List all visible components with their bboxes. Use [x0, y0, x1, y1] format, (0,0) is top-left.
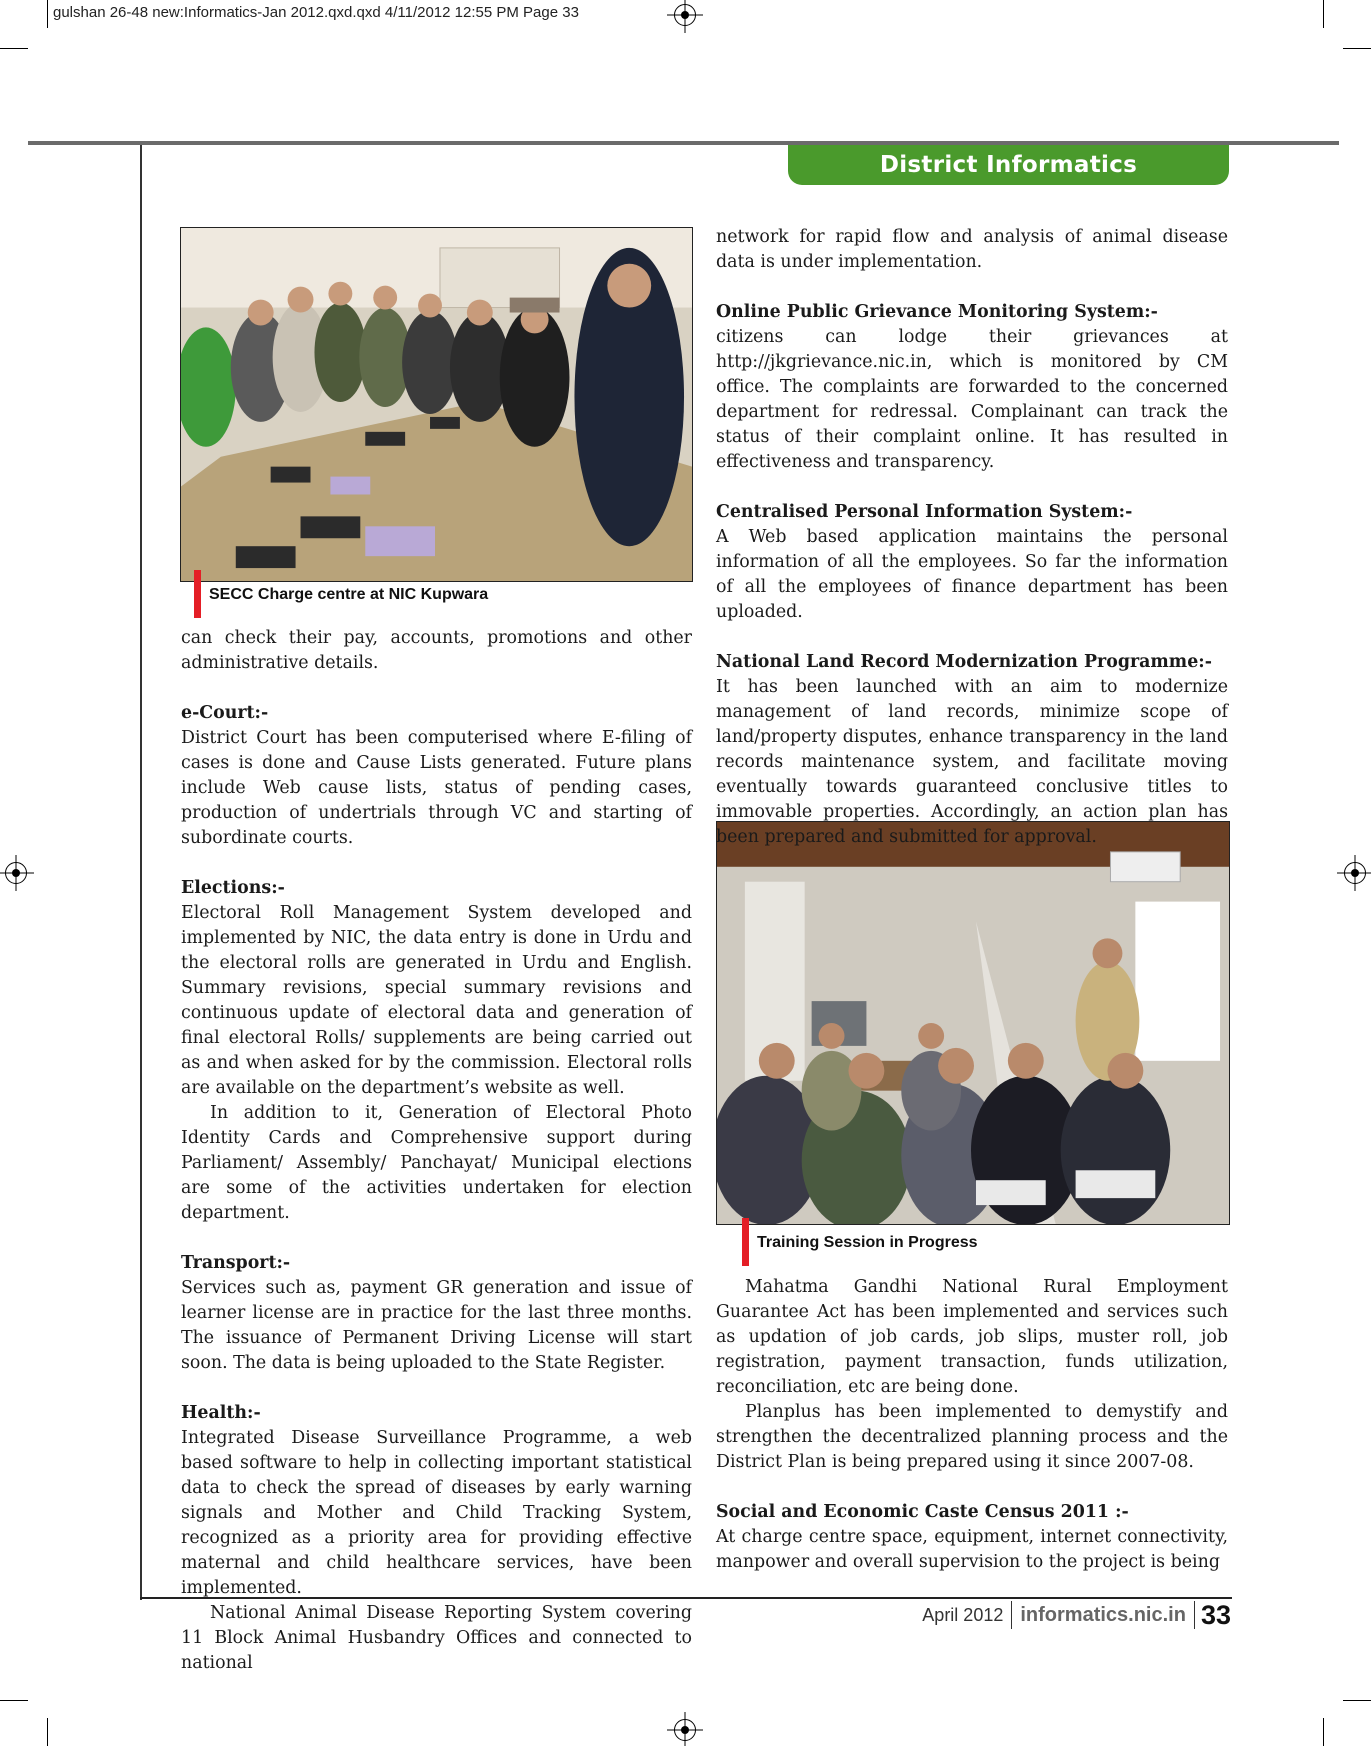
paragraph: Mahatma Gandhi National Rural Employment Guarantee Act has been implemented and services such as updation of job cards, job slips, muster roll, job registration, payment transaction, funds utilization, reconciliation, etc are being done.: [716, 1277, 1228, 1397]
registration-mark-icon: [674, 4, 696, 26]
paragraph: National Animal Disease Reporting System covering 11 Block Animal Husbandry Offices and connected to national: [181, 1603, 692, 1673]
margin-rule: [140, 145, 142, 1600]
issue-date: April 2012: [922, 1604, 1004, 1625]
registration-mark-icon: [674, 1719, 696, 1741]
photo-training-session: [716, 821, 1230, 1225]
page-footer: [922, 1598, 1231, 1632]
paragraph: network for rapid flow and analysis of animal disease data is under implementation.: [716, 227, 1228, 272]
photo-secc-charge-centre: [180, 227, 693, 582]
crop-mark: [47, 0, 48, 28]
heading-secc: Social and Economic Caste Census 2011 :-: [716, 1502, 1129, 1522]
paragraph: citizens can lodge their grievances at http://jkgrievance.nic.in, which is monitored by CM office. The complaints are forwarded to the concerned department for redressal. Complainant can track the status of their complaint online. It has resulted in effectiveness and transparency.: [716, 327, 1228, 472]
paragraph: can check their pay, accounts, promotions and other administrative details.: [181, 628, 692, 673]
heading-grievance: Online Public Grievance Monitoring System:-: [716, 302, 1158, 322]
heading-transport: Transport:-: [181, 1253, 291, 1273]
crop-mark: [0, 48, 28, 49]
paragraph: District Court has been computerised where E-filing of cases is done and Cause Lists generated. Future plans include Web cause lists, status of pending cases, production of undertrials through VC and starting of subordinate courts.: [181, 728, 692, 848]
paragraph: Planplus has been implemented to demystify and strengthen the decentralized planning process and the District Plan is being prepared using it since 2007-08.: [716, 1402, 1228, 1472]
section-title: District Informatics: [788, 145, 1229, 185]
left-column: [181, 626, 692, 1676]
page-number: 33: [1200, 1599, 1231, 1630]
paragraph: It has been launched with an aim to modernize management of land records, minimize scope of land/property disputes, enhance transparency in the land records maintenance system, and facilitate moving eventually towards guaranteed conclusive titles to immovable properties. Accordingly, an action plan has been prepared and submitted for approval.: [716, 677, 1228, 847]
heading-cpis: Centralised Personal Information System:-: [716, 502, 1133, 522]
crop-mark: [1343, 1700, 1371, 1701]
photo-caption: SECC Charge centre at NIC Kupwara: [209, 586, 489, 603]
site-link[interactable]: informatics.nic.in: [1020, 1603, 1186, 1626]
photo-caption: Training Session in Progress: [757, 1234, 978, 1251]
heading-health: Health:-: [181, 1403, 261, 1423]
paragraph: At charge centre space, equipment, internet connectivity, manpower and overall supervision to the project is being: [716, 1527, 1228, 1572]
caption-marker: [194, 570, 201, 618]
printer-slug: gulshan 26-48 new:Informatics-Jan 2012.qxd.qxd 4/11/2012 12:55 PM Page 33: [53, 4, 579, 21]
registration-mark-icon: [1344, 862, 1366, 884]
heading-ecourt: e-Court:-: [181, 703, 269, 723]
crop-mark: [1323, 0, 1324, 28]
paragraph: Integrated Disease Surveillance Programme, a web based software to help in collecting important statistical data to check the spread of diseases by early warning signals and Mother and Child Tracking System, recognized as a priority area for providing effective maternal and child healthcare services, have been implemented.: [181, 1428, 692, 1598]
crop-mark: [1343, 48, 1371, 49]
right-column-top: [716, 225, 1228, 850]
heading-nlrmp: National Land Record Modernization Programme:-: [716, 652, 1212, 672]
registration-mark-icon: [5, 862, 27, 884]
right-column-bottom: [716, 1275, 1228, 1575]
paragraph: A Web based application maintains the personal information of all the employees. So far the information of all the employees of finance department has been uploaded.: [716, 527, 1228, 622]
heading-elections: Elections:-: [181, 878, 285, 898]
crop-mark: [47, 1718, 48, 1746]
paragraph: In addition to it, Generation of Electoral Photo Identity Cards and Comprehensive support during Parliament/ Assembly/ Panchayat/ Municipal elections are some of the activities undertaken for election department.: [181, 1103, 692, 1223]
crop-mark: [0, 1700, 28, 1701]
paragraph: Electoral Roll Management System developed and implemented by NIC, the data entry is done in Urdu and the electoral rolls are generated in Urdu and English. Summary revisions, special summary revisions and continuous update of electoral data and generation of final electoral Rolls/ supplements are being carried out as and when asked for by the commission. Electoral rolls are available on the department’s website as well.: [181, 903, 692, 1098]
paragraph: Services such as, payment GR generation and issue of learner license are in practice for the last three months. The issuance of Permanent Driving License will start soon. The data is being uploaded to the State Register.: [181, 1278, 692, 1373]
crop-mark: [1323, 1718, 1324, 1746]
caption-marker: [742, 1218, 749, 1266]
